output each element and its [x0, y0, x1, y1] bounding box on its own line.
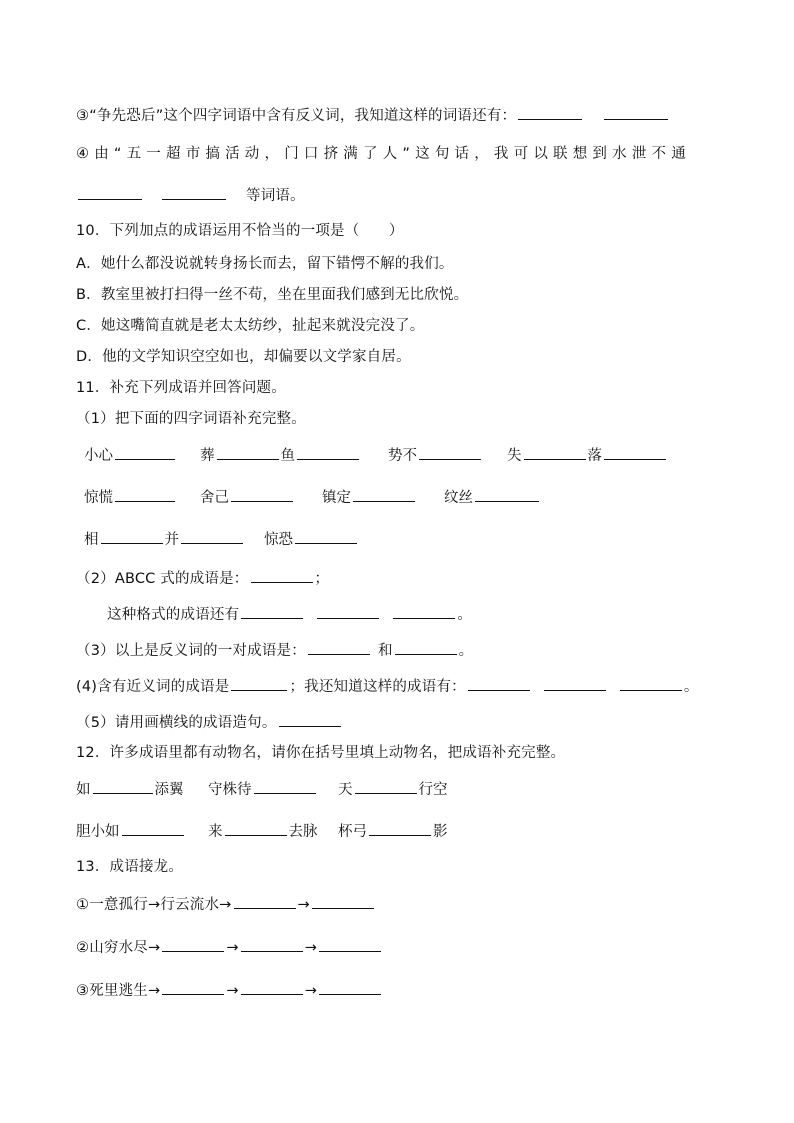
answer-blank[interactable]: [93, 778, 153, 794]
answer-blank[interactable]: [393, 603, 455, 619]
answer-blank[interactable]: [162, 184, 226, 200]
answer-blank[interactable]: [162, 979, 224, 995]
q13-chain-3: ③死里逃生→ → →: [76, 979, 383, 1001]
idiom-cell: 如 添翼: [76, 778, 184, 800]
q11-sub2-more: 这种格式的成语还有 。: [107, 603, 472, 625]
answer-blank[interactable]: [234, 893, 296, 909]
q13-chain-2: ②山穷水尽→ → →: [76, 936, 383, 958]
answer-blank[interactable]: [604, 444, 666, 460]
q11-sub3: （3）以上是反义词的一对成语是： 和 。: [76, 639, 473, 661]
q9-item3: [76, 104, 670, 126]
answer-blank[interactable]: [317, 603, 379, 619]
answer-blank[interactable]: [231, 675, 287, 691]
answer-blank[interactable]: [524, 444, 586, 460]
answer-blank[interactable]: [115, 444, 175, 460]
answer-blank[interactable]: [78, 184, 142, 200]
answer-blank[interactable]: [295, 528, 357, 544]
idiom-cell: 势不: [388, 444, 483, 466]
q9-item4-line2: [76, 184, 305, 206]
answer-blank[interactable]: [122, 820, 184, 836]
q10-option-a: A．她什么都没说就转身扬长而去，留下错愕不解的我们。: [76, 256, 454, 272]
answer-blank[interactable]: [115, 486, 175, 502]
answer-blank[interactable]: [395, 639, 457, 655]
answer-blank[interactable]: [225, 820, 287, 836]
idiom-cell: 相 并: [84, 528, 245, 550]
answer-blank[interactable]: [604, 104, 668, 120]
answer-blank[interactable]: [369, 820, 431, 836]
answer-blank[interactable]: [518, 104, 582, 120]
q11-sub4: (4)含有近义词的成语是 ；我还知道这样的成语有： 。: [76, 675, 699, 697]
answer-blank[interactable]: [319, 936, 381, 952]
q10-option-b: B．教室里被打扫得一丝不苟，坐在里面我们感到无比欣悦。: [76, 287, 469, 303]
idiom-cell: 惊恐: [264, 528, 359, 550]
q9-item4-line1: ④由“五一超市搞活动，门口挤满了人”这句话，我可以联想到水泄不通: [76, 146, 691, 162]
answer-blank[interactable]: [181, 528, 243, 544]
q10-option-d: D．他的文学知识空空如也，却偏要以文学家自居。: [76, 349, 411, 365]
answer-blank[interactable]: [162, 936, 224, 952]
idiom-cell: 惊慌: [84, 486, 177, 508]
answer-blank[interactable]: [217, 444, 279, 460]
answer-blank[interactable]: [353, 486, 415, 502]
q10-option-c: C．她这嘴简直就是老太太纺纱，扯起来就没完没了。: [76, 318, 425, 334]
answer-blank[interactable]: [419, 444, 481, 460]
idiom-cell: 失 落: [507, 444, 668, 466]
idiom-cell: 葬 鱼: [200, 444, 361, 466]
q9-item4-suffix: 等词语。: [246, 188, 305, 204]
q9-item3-text: ③“争先恐后”这个四字词语中含有反义词，我知道这样的词语还有：: [76, 108, 517, 124]
idiom-cell: 胆小如: [76, 820, 186, 842]
answer-blank[interactable]: [475, 486, 539, 502]
idiom-cell: 守株待: [208, 778, 318, 800]
answer-blank[interactable]: [355, 778, 417, 794]
answer-blank[interactable]: [468, 675, 530, 691]
answer-blank[interactable]: [319, 979, 381, 995]
answer-blank[interactable]: [241, 603, 303, 619]
idiom-cell: 舍己: [200, 486, 295, 508]
q12-stem: 12．许多成语里都有动物名，请你在括号里填上动物名，把成语补充完整。: [76, 745, 566, 761]
answer-blank[interactable]: [297, 444, 359, 460]
answer-blank[interactable]: [620, 675, 682, 691]
idiom-cell: 小心: [84, 444, 177, 466]
q11-sub1: （1）把下面的四字词语补充完整。: [76, 411, 306, 427]
answer-blank[interactable]: [251, 567, 313, 583]
q11-sub2: （2）ABCC 式的成语是： ；: [76, 567, 329, 589]
answer-blank[interactable]: [312, 893, 374, 909]
idiom-cell: 纹丝: [444, 486, 541, 508]
q11-stem: 11．补充下列成语并回答问题。: [76, 380, 286, 396]
answer-blank[interactable]: [254, 778, 316, 794]
idiom-cell: 天 行空: [338, 778, 448, 800]
answer-blank[interactable]: [241, 979, 303, 995]
q13-chain-1: ①一意孤行→行云流水→ →: [76, 893, 376, 915]
idiom-cell: 镇定: [322, 486, 417, 508]
q11-sub5: （5）请用画横线的成语造句。: [76, 711, 343, 733]
answer-blank[interactable]: [101, 528, 163, 544]
idiom-cell: 杯弓 影: [338, 820, 448, 842]
answer-blank[interactable]: [544, 675, 606, 691]
answer-blank[interactable]: [231, 486, 293, 502]
q13-stem: 13．成语接龙。: [76, 859, 184, 875]
q10-stem: 10．下列加点的成语运用不恰当的一项是（ ）: [76, 223, 404, 239]
answer-blank[interactable]: [308, 639, 370, 655]
answer-blank[interactable]: [279, 711, 341, 727]
answer-blank[interactable]: [241, 936, 303, 952]
idiom-cell: 来 去脉: [208, 820, 318, 842]
